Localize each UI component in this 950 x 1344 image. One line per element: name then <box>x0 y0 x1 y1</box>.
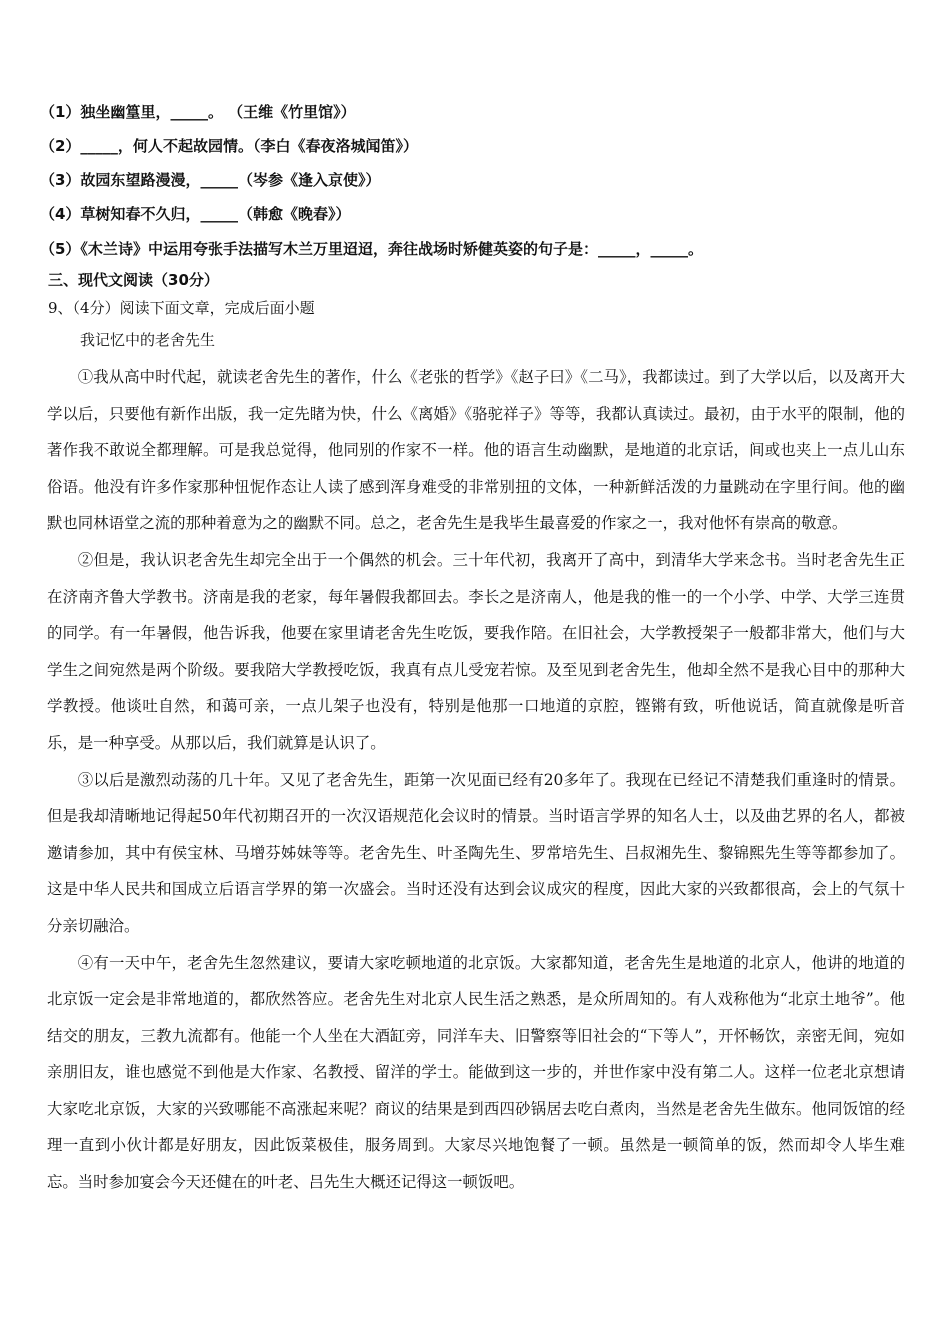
section-title: 三、现代文阅读（30分） <box>48 271 219 289</box>
article-paragraph-2: ②但是，我认识老舍先生却完全出于一个偶然的机会。三十年代初，我离开了高中，到清华大学来念书。当时老舍先生正在济南齐鲁大学教书。济南是我的老家，每年暑假我都回去。李长之是济南人，他是我的惟一的一个小学、中学、大学三连贯的同学。有一年暑假，他告诉我，他要在家里请老舍先生吃饭，要我作陪。在旧社会，大学教授架子一般都非常大，他们与大学生之间宛然是两个阶级。要我陪大学教授吃饭，我真有点儿受宠若惊。及至见到老舍先生，他却全然不是我心目中的那种大学教授。他谈吐自然，和蔼可亲，一点儿架子也没有，特别是他那一口地道的京腔，铿锵有致，听他说话，简直就像是听音乐，是一种享受。从那以后，我们就算是认识了。 <box>47 550 905 752</box>
recitation-item-1: （1）独坐幽篁里，_____。 （王维《竹里馆》） <box>40 103 356 121</box>
recitation-item-4: （4）草树知春不久归，_____（韩愈《晚春》） <box>40 205 351 223</box>
article-paragraph-1: ①我从高中时代起，就读老舍先生的著作，什么《老张的哲学》《赵子曰》《二马》，我都读过。到了大学以后，以及离开大学以后，只要他有新作出版，我一定先睹为快，什么《离婚》《骆驼祥子》等等，我都认真读过。最初，由于水平的限制，他的著作我不敢说全都理解。可是我总觉得，他同别的作家不一样。他的语言生动幽默，是地道的北京话，间或也夹上一点儿山东俗语。他没有许多作家那种忸怩作态让人读了感到浑身难受的非常别扭的文体，一种新鲜活泼的力量跳动在字里行间。他的幽默也同林语堂之流的那种着意为之的幽默不同。总之，老舍先生是我毕生最喜爱的作家之一，我对他怀有崇高的敬意。 <box>47 368 905 533</box>
recitation-item-5: （5）《木兰诗》中运用夸张手法描写木兰万里迢迢，奔往战场时矫健英姿的句子是：_____，_____。 <box>40 240 703 258</box>
recitation-item-3: （3）故园东望路漫漫，_____（岑参《逢入京使》） <box>40 171 381 189</box>
article-paragraph-4: ④有一天中午，老舍先生忽然建议，要请大家吃顿地道的北京饭。大家都知道，老舍先生是地道的北京人，他讲的地道的北京饭一定会是非常地道的，都欣然答应。老舍先生对北京人民生活之熟悉，是众所周知的。有人戏称他为“北京土地爷”。他结交的朋友，三教九流都有。他能一个人坐在大酒缸旁，同洋车夫、旧警察等旧社会的“下等人”，开怀畅饮，亲密无间，宛如亲朋旧友，谁也感觉不到他是大作家、名教授、留洋的学士。能做到这一步的，并世作家中没有第二人。这样一位老北京想请大家吃北京饭，大家的兴致哪能不高涨起来呢？商议的结果是到西四砂锅居去吃白煮肉，当然是老舍先生做东。他同饭馆的经理一直到小伙计都是好朋友，因此饭菜极佳，服务周到。大家尽兴地饱餐了一顿。虽然是一顿简单的饭，然而却令人毕生难忘。当时参加宴会今天还健在的叶老、吕先生大概还记得这一顿饭吧。 <box>47 953 905 1192</box>
article-title: 我记忆中的老舍先生 <box>80 331 216 349</box>
recitation-item-2: （2）_____，何人不起故园情。（李白《春夜洛城闻笛》） <box>40 137 418 155</box>
article-body <box>47 359 905 1201</box>
question-intro: 9、（4分）阅读下面文章，完成后面小题 <box>48 299 315 317</box>
article-paragraph-3: ③以后是激烈动荡的几十年。又见了老舍先生，距第一次见面已经有20多年了。我现在已经记不清楚我们重逢时的情景。但是我却清晰地记得起50年代初期召开的一次汉语规范化会议时的情景。当时语言学界的知名人士，以及曲艺界的名人，都被邀请参加，其中有侯宝林、马增芬姊妹等等。老舍先生、叶圣陶先生、罗常培先生、吕叔湘先生、黎锦熙先生等等都参加了。这是中华人民共和国成立后语言学界的第一次盛会。当时还没有达到会议成灾的程度，因此大家的兴致都很高，会上的气氛十分亲切融洽。 <box>47 770 905 935</box>
